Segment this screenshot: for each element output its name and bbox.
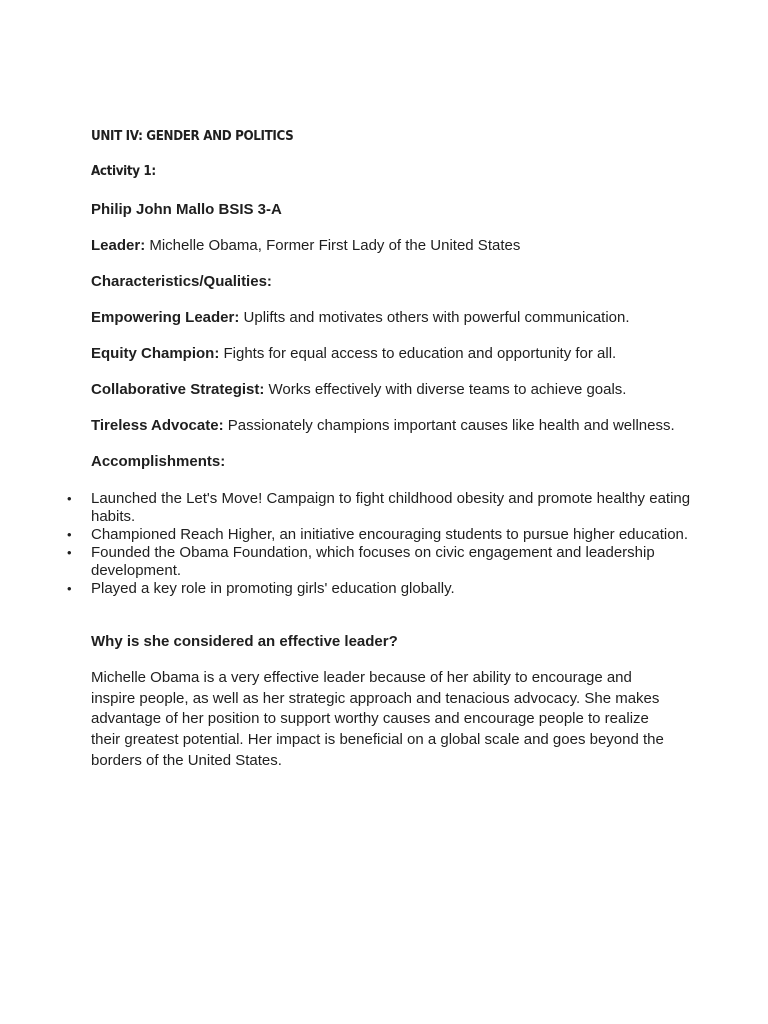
accomplishment-text: Championed Reach Higher, an initiative encouraging students to pursue higher education. (91, 526, 689, 543)
quality-text: Works effectively with diverse teams to achieve goals. (264, 381, 627, 398)
quality-item (91, 309, 630, 327)
quality-label: Tireless Advocate: (91, 417, 224, 434)
leader-value: Michelle Obama, Former First Lady of the United States (145, 237, 521, 254)
list-item (67, 490, 691, 526)
quality-item (91, 417, 675, 435)
quality-text: Passionately champions important causes like health and wellness. (223, 417, 675, 434)
bullet-icon: • (67, 581, 72, 596)
accomplishments-list (67, 490, 691, 598)
leader-label: Leader: (91, 237, 146, 254)
activity-title: Activity 1: (91, 164, 156, 179)
characteristics-heading: Characteristics/Qualities: (91, 273, 272, 290)
quality-text: Uplifts and motivates others with powerful communication. (239, 309, 630, 326)
question-heading: Why is she considered an effective leader? (91, 633, 398, 650)
quality-text: Fights for equal access to education and opportunity for all. (219, 345, 617, 362)
answer-paragraph: Michelle Obama is a very effective leader because of her ability to encourage and inspire people, as well as her strategic approach and tenacious advocacy. She makes advantage of her position to support worthy causes and encourage people to realize their greatest potential. Her impact is beneficial on a global scale and goes beyond the borders of the United States. (91, 669, 664, 769)
bullet-icon: • (67, 491, 72, 506)
quality-label: Empowering Leader: (91, 309, 240, 326)
list-item (67, 526, 691, 544)
leader-line (91, 237, 520, 255)
bullet-icon: • (67, 527, 72, 542)
accomplishment-text: Launched the Let's Move! Campaign to fight childhood obesity and promote healthy eating habits. (91, 490, 691, 525)
accomplishment-text: Played a key role in promoting girls' education globally. (91, 580, 455, 597)
unit-title: UNIT IV: GENDER AND POLITICS (91, 129, 294, 144)
quality-item (91, 381, 626, 399)
accomplishments-heading: Accomplishments: (91, 453, 226, 470)
accomplishment-text: Founded the Obama Foundation, which focuses on civic engagement and leadership development. (91, 544, 655, 579)
quality-item (91, 345, 616, 363)
list-item (67, 544, 691, 580)
quality-label: Equity Champion: (91, 345, 220, 362)
quality-label: Collaborative Strategist: (91, 381, 265, 398)
list-item (67, 580, 691, 598)
student-name: Philip John Mallo BSIS 3-A (91, 201, 282, 218)
bullet-icon: • (67, 545, 72, 560)
